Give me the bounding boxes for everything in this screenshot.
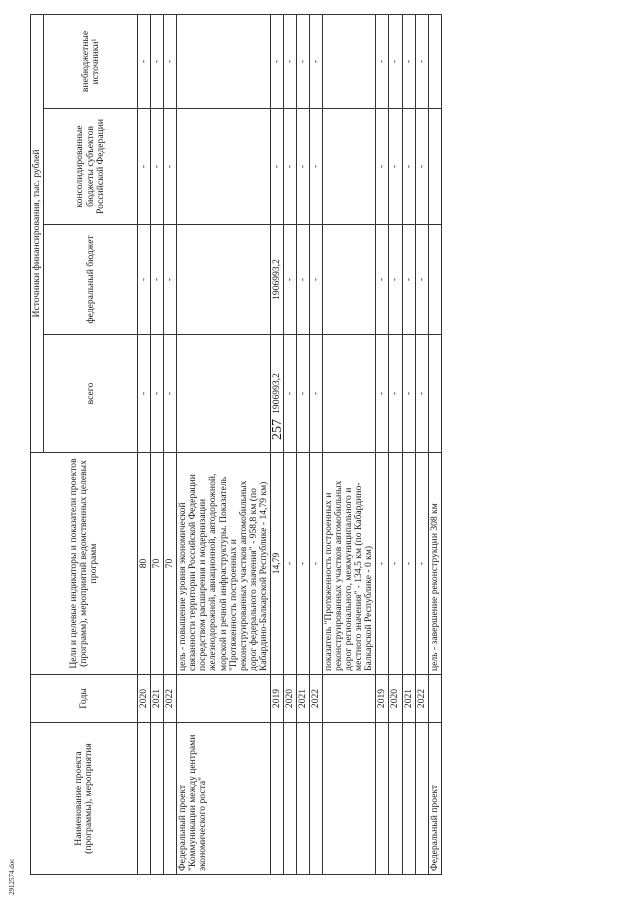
- rotated-page: [30, 15, 610, 875]
- cell-name: [296, 723, 309, 875]
- cell-federal: -: [389, 225, 402, 335]
- cell-year: 2022: [164, 675, 177, 723]
- cell-federal: 1906993,2: [270, 225, 283, 335]
- cell-extra: -: [402, 14, 415, 108]
- cell-goal: цель - завершение реконструкции 308 км: [428, 453, 441, 675]
- cell-federal: -: [151, 225, 164, 335]
- table-row: [138, 14, 151, 874]
- cell-name: [270, 723, 283, 875]
- cell-goal: 80: [138, 453, 151, 675]
- cell-extra: -: [296, 14, 309, 108]
- cell-regional: -: [151, 109, 164, 225]
- page-number-text: 257: [270, 419, 285, 440]
- cell-name: [389, 723, 402, 875]
- cell-total: -: [164, 335, 177, 453]
- col-header-regional: консолидированные бюджеты субъектов Российской Федерации: [44, 109, 138, 225]
- cell-name: [283, 723, 296, 875]
- table-row: [415, 14, 428, 874]
- cell-federal: [177, 225, 271, 335]
- cell-extra: [323, 14, 376, 108]
- table-row: [376, 14, 389, 874]
- cell-total: -: [310, 335, 323, 453]
- cell-name: [323, 723, 376, 875]
- col-header-years: Годы: [31, 675, 138, 723]
- col-header-total: всего: [44, 335, 138, 453]
- cell-regional: -: [415, 109, 428, 225]
- cell-year: 2019: [376, 675, 389, 723]
- cell-extra: -: [389, 14, 402, 108]
- cell-extra: -: [415, 14, 428, 108]
- cell-regional: -: [270, 109, 283, 225]
- cell-regional: -: [389, 109, 402, 225]
- cell-extra: -: [270, 14, 283, 108]
- cell-year: [177, 675, 271, 723]
- table-row: [310, 14, 323, 874]
- cell-year: 2020: [389, 675, 402, 723]
- col-header-extra: внебюджетные источники¹: [44, 14, 138, 108]
- cell-goal: -: [310, 453, 323, 675]
- cell-total: -: [389, 335, 402, 453]
- table-body: [138, 14, 442, 874]
- doc-ref: [8, 859, 16, 895]
- cell-regional: -: [296, 109, 309, 225]
- table-row: [270, 14, 283, 874]
- cell-regional: [428, 109, 441, 225]
- cell-name: [415, 723, 428, 875]
- cell-extra: -: [376, 14, 389, 108]
- table-row: [389, 14, 402, 874]
- cell-extra: -: [151, 14, 164, 108]
- table-row: [151, 14, 164, 874]
- header-row-1: [31, 14, 44, 874]
- cell-total: [428, 335, 441, 453]
- cell-year: [428, 675, 441, 723]
- cell-federal: [323, 225, 376, 335]
- table-row: [177, 14, 271, 874]
- cell-federal: -: [415, 225, 428, 335]
- cell-goal: -: [376, 453, 389, 675]
- doc-ref-text: 2912574.doc: [8, 858, 16, 895]
- cell-total: -: [415, 335, 428, 453]
- table-row: [428, 14, 441, 874]
- cell-federal: -: [283, 225, 296, 335]
- cell-year: 2021: [296, 675, 309, 723]
- cell-regional: -: [164, 109, 177, 225]
- cell-federal: -: [164, 225, 177, 335]
- cell-federal: -: [310, 225, 323, 335]
- cell-name: [151, 723, 164, 875]
- cell-total: [323, 335, 376, 453]
- col-header-sources: Источники финансирования, тыс. рублей: [31, 14, 44, 452]
- cell-goal: 14,79: [270, 453, 283, 675]
- cell-federal: -: [138, 225, 151, 335]
- cell-year: 2022: [415, 675, 428, 723]
- cell-regional: -: [283, 109, 296, 225]
- cell-regional: -: [310, 109, 323, 225]
- cell-year: 2021: [402, 675, 415, 723]
- cell-total: [177, 335, 271, 453]
- cell-regional: -: [376, 109, 389, 225]
- cell-name: [310, 723, 323, 875]
- cell-goal: цель - повышение уровня экономической связанности территории Российской Федерации посредством расширения и модернизации железнодорожной, авиационной, автодорожной, морской и речной инфраструктуры. Показатель "Протяженность построенных и реконструированных участков автомобильных дорог федерального значения" - 958,8 км (по Кабардино-Балкарской Республике - 14,79 км): [177, 453, 271, 675]
- cell-year: 2019: [270, 675, 283, 723]
- cell-year: 2020: [283, 675, 296, 723]
- cell-total: -: [151, 335, 164, 453]
- cell-federal: -: [376, 225, 389, 335]
- cell-name: [138, 723, 151, 875]
- cell-goal: -: [389, 453, 402, 675]
- cell-extra: -: [164, 14, 177, 108]
- cell-year: 2022: [310, 675, 323, 723]
- cell-name: [164, 723, 177, 875]
- cell-goal: 70: [164, 453, 177, 675]
- cell-total: -: [283, 335, 296, 453]
- cell-total: -: [296, 335, 309, 453]
- table-row: [323, 14, 376, 874]
- cell-total: -: [376, 335, 389, 453]
- cell-name: Федеральный проект "Коммуникации между центрами экономического роста": [177, 723, 271, 875]
- table-row: [402, 14, 415, 874]
- cell-regional: [323, 109, 376, 225]
- cell-total: -: [402, 335, 415, 453]
- cell-federal: [428, 225, 441, 335]
- cell-year: 2020: [138, 675, 151, 723]
- cell-goal: -: [283, 453, 296, 675]
- col-header-name: Наименование проекта (программы), мероприятия: [31, 723, 138, 875]
- table-row: [283, 14, 296, 874]
- col-header-goals: Цели и целевые индикаторы и показатели проектов (программ), мероприятий ведомственных целевых программ: [31, 453, 138, 675]
- cell-extra: [428, 14, 441, 108]
- financing-table: [30, 14, 442, 875]
- cell-goal: -: [402, 453, 415, 675]
- cell-goal: 70: [151, 453, 164, 675]
- cell-goal: -: [415, 453, 428, 675]
- cell-regional: -: [402, 109, 415, 225]
- cell-extra: -: [138, 14, 151, 108]
- cell-name: Федеральный проект: [428, 723, 441, 875]
- cell-extra: -: [310, 14, 323, 108]
- table-row: [296, 14, 309, 874]
- cell-regional: -: [138, 109, 151, 225]
- cell-extra: -: [283, 14, 296, 108]
- cell-year: [323, 675, 376, 723]
- cell-goal: показатель "Протяженность построенных и реконструированных участков автомобильных дорог регионального, межмуниципального и местного значения" - 134,5 км (по Кабардино-Балкарской Республике - 0 км): [323, 453, 376, 675]
- col-header-federal: федеральный бюджет: [44, 225, 138, 335]
- cell-regional: [177, 109, 271, 225]
- cell-total: -: [138, 335, 151, 453]
- table-row: [164, 14, 177, 874]
- cell-name: [402, 723, 415, 875]
- cell-total: 1906993,2: [270, 335, 283, 453]
- cell-federal: -: [296, 225, 309, 335]
- cell-goal: -: [296, 453, 309, 675]
- cell-extra: [177, 14, 271, 108]
- cell-name: [376, 723, 389, 875]
- cell-federal: -: [402, 225, 415, 335]
- cell-year: 2021: [151, 675, 164, 723]
